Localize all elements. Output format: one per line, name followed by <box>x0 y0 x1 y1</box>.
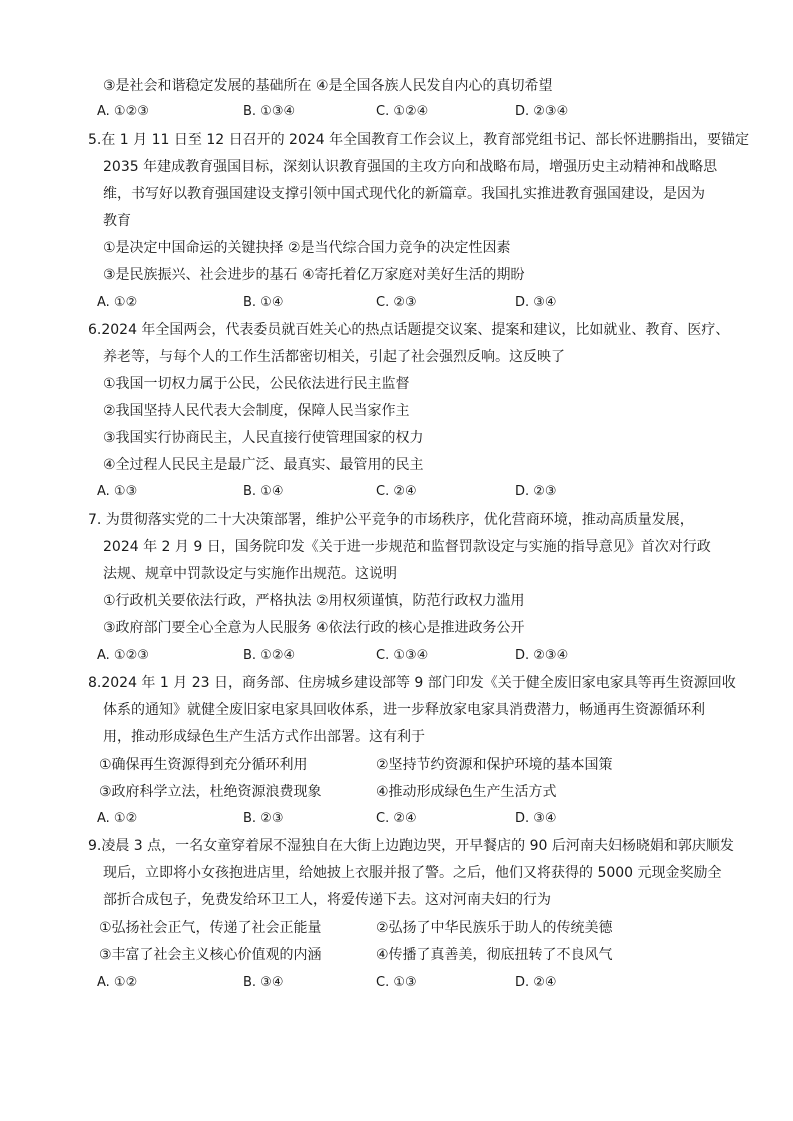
q7-option-b: B. ①②④ <box>243 648 296 663</box>
q8-option-b: B. ②③ <box>243 811 284 826</box>
q7-statement-line-1: ①行政机关要依法行政，严格执法 ②用权须谨慎，防范行政权力滥用 <box>103 593 525 609</box>
q9-statement-3: ③丰富了社会主义核心价值观的内涵 <box>99 947 322 963</box>
q9-statement-2: ②弘扬了中华民族乐于助人的传统美德 <box>376 920 613 936</box>
q6-statement-3: ③我国实行协商民主，人民直接行使管理国家的权力 <box>103 430 424 446</box>
q8-stem-line-2: 体系的通知》就健全废旧家电家具回收体系，进一步释放家电家具消费潜力，畅通再生资源循环利 <box>103 702 705 718</box>
q8-stem-line-1: 8.2024 年 1 月 23 日，商务部、住房城乡建设部等 9 部门印发《关于健全废旧家电家具等再生资源回收 <box>88 675 736 691</box>
q7-stem-line-3: 法规、规章中罚款设定与实施作出规范。这说明 <box>103 566 397 582</box>
q9-option-a: A. ①② <box>97 975 138 990</box>
q5-statement-line-2: ③是民族振兴、社会进步的基石 ④寄托着亿万家庭对美好生活的期盼 <box>103 267 525 283</box>
q6-statement-1: ①我国一切权力属于公民，公民依法进行民主监督 <box>103 376 410 392</box>
q4-statement-line: ③是社会和谐稳定发展的基础所在 ④是全国各族人民发自内心的真切希望 <box>103 78 553 94</box>
q7-stem-line-1: 7. 为贯彻落实党的二十大决策部署，维护公平竞争的市场秩序，优化营商环境，推动高质量发展， <box>88 512 694 528</box>
q7-option-d: D. ②③④ <box>515 648 569 663</box>
q8-stem-line-3: 用，推动形成绿色生产生活方式作出部署。这有利于 <box>103 729 425 745</box>
q5-stem-line-2: 2035 年建成教育强国目标，深刻认识教育强国的主攻方向和战略布局，增强历史主动精神和战略思 <box>103 159 718 175</box>
q5-option-b: B. ①④ <box>243 295 284 310</box>
q5-option-d: D. ③④ <box>515 295 557 310</box>
q9-statement-4: ④传播了真善美，彻底扭转了不良风气 <box>376 947 613 963</box>
q6-option-d: D. ②③ <box>515 484 557 499</box>
q9-option-d: D. ②④ <box>515 975 557 990</box>
q9-statement-1: ①弘扬社会正气，传递了社会正能量 <box>99 920 322 936</box>
q7-option-c: C. ①③④ <box>376 648 429 663</box>
q5-option-a: A. ①② <box>97 295 138 310</box>
q4-option-b: B. ①③④ <box>243 104 296 119</box>
q8-option-a: A. ①② <box>97 811 138 826</box>
q6-stem-line-2: 养老等，与每个人的工作生活都密切相关，引起了社会强烈反响。这反映了 <box>103 349 565 365</box>
q8-option-c: C. ②④ <box>376 811 417 826</box>
q7-stem-line-2: 2024 年 2 月 9 日，国务院印发《关于进一步规范和监督罚款设定与实施的指导意见》首次对行政 <box>103 539 711 555</box>
q4-option-a: A. ①②③ <box>97 104 149 119</box>
q4-option-c: C. ①②④ <box>376 104 429 119</box>
q6-statement-2: ②我国坚持人民代表大会制度，保障人民当家作主 <box>103 403 410 419</box>
q6-option-a: A. ①③ <box>97 484 138 499</box>
q5-option-c: C. ②③ <box>376 295 417 310</box>
q4-option-d: D. ②③④ <box>515 104 569 119</box>
q8-statement-1: ①确保再生资源得到充分循环利用 <box>99 757 308 773</box>
q8-statement-2: ②坚持节约资源和保护环境的基本国策 <box>376 757 613 773</box>
q5-stem-line-3: 维，书写好以教育强国建设支撑引领中国式现代化的新篇章。我国扎实推进教育强国建设，是因为 <box>103 186 705 202</box>
q5-stem-line-1: 5.在 1 月 11 日至 12 日召开的 2024 年全国教育工作会议上，教育部党组书记、部长怀进鹏指出，要锚定 <box>88 132 750 148</box>
q8-statement-4: ④推动形成绿色生产生活方式 <box>376 784 557 800</box>
q6-statement-4: ④全过程人民民主是最广泛、最真实、最管用的民主 <box>103 457 424 473</box>
q9-option-b: B. ③④ <box>243 975 284 990</box>
q8-option-d: D. ③④ <box>515 811 557 826</box>
q9-stem-line-2: 现后，立即将小女孩抱进店里，给她披上衣服并报了警。之后，他们又将获得的 5000 元现金奖励全 <box>103 865 722 881</box>
q7-statement-line-2: ③政府部门要全心全意为人民服务 ④依法行政的核心是推进政务公开 <box>103 620 525 636</box>
q8-statement-3: ③政府科学立法，杜绝资源浪费现象 <box>99 784 322 800</box>
q9-stem-line-1: 9.凌晨 3 点，一名女童穿着尿不湿独自在大街上边跑边哭，开早餐店的 90 后河南夫妇杨晓娟和郭庆顺发 <box>88 838 734 854</box>
q5-stem-line-4: 教育 <box>103 213 131 229</box>
q9-option-c: C. ①③ <box>376 975 417 990</box>
q9-stem-line-3: 部折合成包子，免费发给环卫工人，将爱传递下去。这对河南夫妇的行为 <box>103 892 551 908</box>
q6-stem-line-1: 6.2024 年全国两会，代表委员就百姓关心的热点话题提交议案、提案和建议，比如就业、教育、医疗、 <box>88 322 730 338</box>
q6-option-b: B. ①④ <box>243 484 284 499</box>
q7-option-a: A. ①②③ <box>97 648 149 663</box>
q6-option-c: C. ②④ <box>376 484 417 499</box>
q5-statement-line-1: ①是决定中国命运的关键抉择 ②是当代综合国力竞争的决定性因素 <box>103 240 511 256</box>
